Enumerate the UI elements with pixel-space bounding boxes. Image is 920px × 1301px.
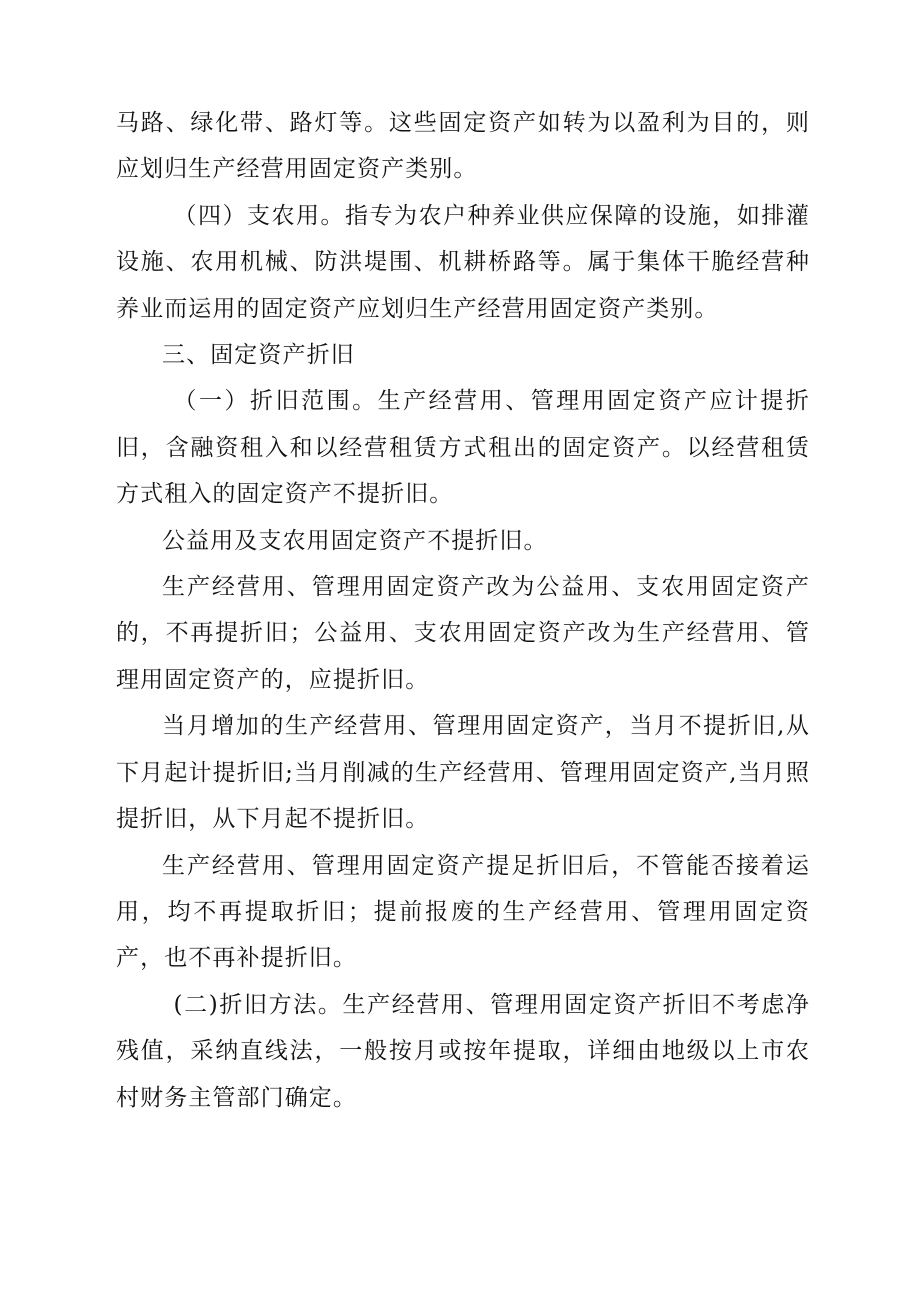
- paragraph-depreciation-scope: （一）折旧范围。生产经营用、管理用固定资产应计提折旧，含融资租入和以经营租赁方式租出的固定资产。以经营租赁方式租入的固定资产不提折旧。: [116, 388, 810, 508]
- paragraph-monthly-change: 当月增加的生产经营用、管理用固定资产，当月不提折旧,从下月起计提折旧;当月削减的生产经营用、管理用固定资产,当月照提折旧，从下月起不提折旧。: [116, 713, 810, 833]
- paragraph-depreciation-method: (二)折旧方法。生产经营用、管理用固定资产折旧不考虑净残值，采纳直线法，一般按月或按年提取，详细由地级以上市农村财务主管部门确定。: [116, 991, 810, 1111]
- paragraph-continued: 马路、绿化带、路灯等。这些固定资产如转为以盈利为目的，则应划归生产经营用固定资产类别。: [116, 110, 810, 183]
- paragraph-section-4: （四）支农用。指专为农户种养业供应保障的设施，如排灌设施、农用机械、防洪堤围、机耕桥路等。属于集体干脆经营种养业而运用的固定资产应划归生产经营用固定资产类别。: [116, 202, 810, 322]
- paragraph-public-use: 公益用及支农用固定资产不提折旧。: [162, 527, 548, 554]
- paragraph-use-change: 生产经营用、管理用固定资产改为公益用、支农用固定资产的，不再提折旧；公益用、支农用固定资产改为生产经营用、管理用固定资产的，应提折旧。: [116, 574, 810, 693]
- section-heading-depreciation: 三、固定资产折旧: [162, 342, 355, 369]
- document-body: [116, 100, 810, 1121]
- paragraph-fully-depreciated: 生产经营用、管理用固定资产提足折旧后，不管能否接着运用，均不再提取折旧；提前报废的生产经营用、管理用固定资产，也不再补提折旧。: [116, 852, 810, 972]
